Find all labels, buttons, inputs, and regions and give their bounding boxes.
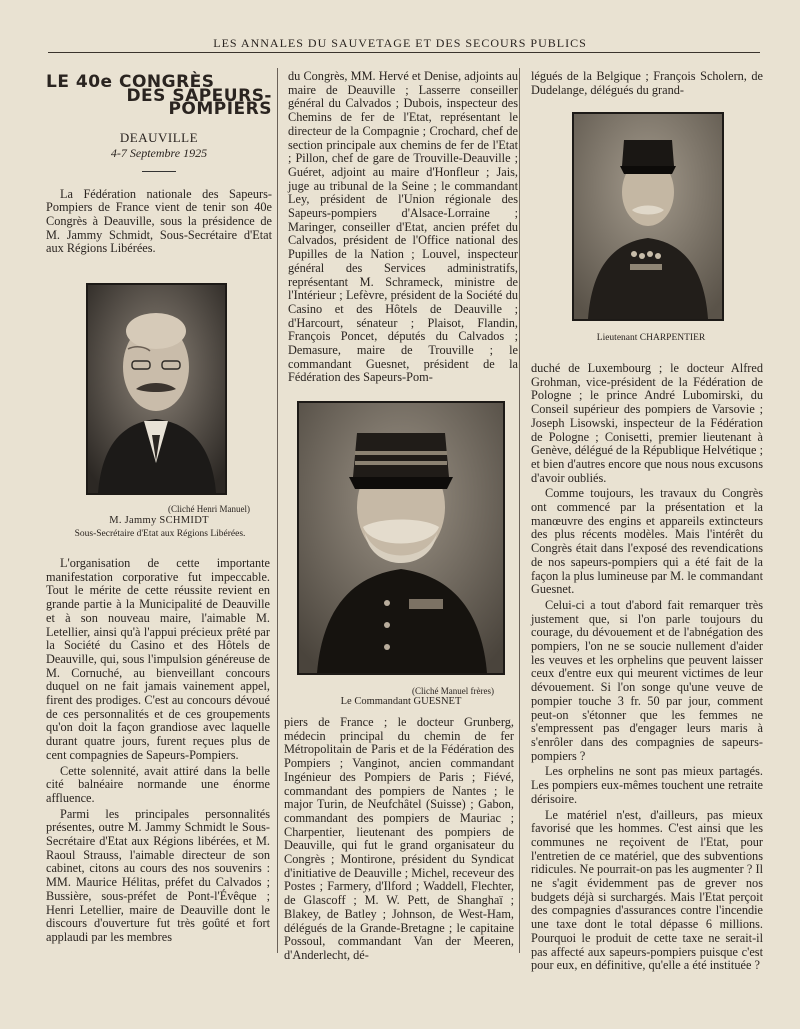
portrait-guesnet: [297, 401, 505, 675]
paragraph-organisation: L'organisation de cette importante manifestation corporative fut impeccable. Tout le mérite de cette réussite revient en grande partie à la Municipalité de Deauville et à son nouveau maire, l'aimable M. Letellier, ainsi qu'à l'appui précieux prêté par la Société du Casino et des Hôtels de Deauville, qui, sous l'impulsion généreuse de M. Cornuché, au bienveillant concours duquel on ne fait jamais vainement appel, firent des prodiges. C'est au concours dévoué de ces personnalités et de ces groupements qu'on doit la façon grandiose avec laquelle durant quatre jours, furent reçues plus de cent compagnies de Sapeurs-Pompiers.: [46, 556, 270, 762]
title-divider: [142, 171, 176, 172]
intro-paragraph: La Fédération nationale des Sapeurs-Pompiers de France vient de tenir son 40e Congrès à Deauville, sous la présidence de M. Jammy Schmidt, Sous-Secrétaire d'Etat aux Régions Libérées.: [46, 186, 272, 256]
paragraph-affluence: Cette solennité, avait attiré dans la belle cité balnéaire normande une énorme affluence.: [46, 763, 270, 805]
running-head: LES ANNALES DU SAUVETAGE ET DES SECOURS PUBLICS: [213, 36, 587, 50]
portrait-charpentier-image: [574, 114, 722, 319]
column-3-bottom: [531, 362, 763, 973]
paragraph-travaux: Comme toujours, les travaux du Congrès ont commencé par la présentation et la manœuvre des engins et appareils extincteurs des plus récents modèles. Mais l'intérêt du Congrès était dans l'exposé des revendications de nos sapeurs-pompiers qui a été fait de la façon la plus lumineuse par M. le commandant Guesnet.: [531, 486, 763, 597]
portrait-schmidt-name: M. Jammy SCHMIDT: [109, 515, 209, 526]
column-2-top: [288, 70, 518, 385]
column-rule-left: [277, 68, 278, 953]
header-rule: [48, 52, 760, 53]
portrait-guesnet-name: Le Commandant GUESNET: [340, 696, 462, 707]
portrait-charpentier-name: Lieutenant CHARPENTIER: [596, 333, 706, 343]
paragraph-participants-cont: piers de France ; le docteur Grunberg, médecin principal du chemin de fer Métropolitain de Paris et de la Fédération des Pompiers ; Vanginot, ancien commandant Ingénieur des Pompiers de Paris ; Fiévé, commandant des pompiers de Nantes ; le major Turin, de Neufchâtel (Suisse) ; Gabon, commandant des pompiers de Mauriac ; Charpentier, lieutenant des pompiers de Deauville, qui fut le grand organisateur du Congrès ; Montirone, président du Syndicat d'initiative de Deauville ; Michel, receveur des Postes ; Farmery, d'Ilford ; Waddell, Flechter, de Glascoff ; M. W. Pett, de Shanghaï ; Blakey, de Batley ; Johnson, de West-Ham, délégués de la Grande-Bretagne ; le capitaine Possoul, commandant Van der Meeren, d'Anderlecht, dé-: [284, 715, 514, 962]
paragraph-materiel: Le matériel n'est, d'ailleurs, pas mieux favorisé que les hommes. C'est ainsi que les communes ne reçoivent de l'Etat, pour l'entretien de ce matériel, que des subventions ridicules. Ne pourrait-on pas les augmenter ? Il ne s'agit évidemment pas de grever nos budgets déjà si surchargés. Mais l'Etat perçoit des compagnies d'assurances contre l'incendie une taxe dont le total dépasse 6 millions. Pourquoi le produit de cette taxe ne serait-il pas affecté aux sapeurs-pompiers puisque c'est pour eux, en définitive, qu'elle a été instituée ?: [531, 807, 763, 973]
article-location: DEAUVILLE: [119, 130, 199, 146]
column-2-bottom: [284, 716, 514, 963]
portrait-schmidt: [86, 283, 227, 495]
portrait-schmidt-image: [88, 285, 225, 493]
paragraph-veuves: Celui-ci a tout d'abord fait remarquer très justement que, si l'on parle toujours du courage, du dévouement et de l'abnégation des pompiers, l'on ne se soucie nullement d'aider les veuves et les orphelins que peuvent laisser ceux d'entre eux qui meurent victimes de leur dévouement. Si l'on songe qu'une veuve de pompier touche 3 fr. 50 par jour, comment peut-on s'étonner que les femmes ne s'empressent pas d'engager leurs maris à s'enrôler dans des compagnies de sapeurs-pompiers ?: [531, 597, 763, 763]
paragraph-orphelins: Les orphelins ne sont pas mieux partagés. Les pompiers eux-mêmes touchent une retraite dérisoire.: [531, 764, 763, 806]
column-3-top: [531, 70, 763, 97]
article-dates: 4-7 Septembre 1925: [110, 145, 208, 160]
paragraph-participants: du Congrès, MM. Hervé et Denise, adjoints au maire de Deauville ; Lasserre conseiller général du Calvados ; Dubois, inspecteur des Chemins de fer de l'Etat, représentant le directeur de la Compagnie ; Crochard, chef de section principale aux chemins de fer de l'Etat ; Pillon, chef de gare de Trouville-Deauville ; Guéret, adjoint au maire d'Honfleur ; Jais, juge au tribunal de la Seine ; le commandant Ley, président de l'Union régionale des Sapeurs-pompiers d'Alsace-Lorraine ; Maringer, conseiller d'Etat, ancien préfet du Calvados, président de l'Office national des Pupilles de la Nation ; Louvel, inspecteur général des Services administratifs, représentant M. Schrameck, ministre de l'Intérieur ; Lefèvre, président de la Société du Casino et des Hôtels de Deauville ; d'Harcourt, sénateur ; Plaisot, Flandin, François Poncet, députés du Calvados ; Demasure, maire de Trouville ; le commandant Guesnet, président de la Fédération des Sapeurs-Pom-: [288, 69, 518, 385]
paragraph-delegues: légués de la Belgique ; François Scholern, de Dudelange, délégués du grand-: [531, 69, 763, 97]
article-title-line1: LE 40e CONGRÈS: [46, 72, 215, 92]
column-rule-right: [519, 68, 520, 953]
portrait-schmidt-credit: (Cliché Henri Manuel): [168, 504, 250, 514]
paragraph-personnalites: Parmi les principales personnalités présentes, outre M. Jammy Schmidt le Sous-Secrétaire d'Etat aux Régions libérées, et M. Raoul Strauss, l'aimable directeur de son cabinet, citons au cours des nos souvenirs : MM. Maurice Hélitas, préfet du Calvados ; Bussière, sous-préfet de Pont-l'Évêque ; Henri Letellier, maire de Deauville dont le discours d'ouverture fut très goûté et fort applaudi par les membres: [46, 806, 270, 944]
portrait-guesnet-credit: (Cliché Manuel frères): [412, 686, 494, 696]
column-1-top: [46, 72, 272, 256]
paragraph-luxembourg: duché de Luxembourg ; le docteur Alfred Grohman, vice-président de la Fédération de Pologne ; le prince André Lubomirski, du Conseil supérieur des pompiers de Varsovie ; Joseph Lisowski, inspecteur de la Fédération de Pologne ; Conisetti, premier lieutenant à Genève, délégué de la République Helvétique ; et bien d'autres encore que nous nous excusons d'avoir oubliés.: [531, 361, 763, 485]
portrait-guesnet-image: [299, 403, 503, 673]
article-title-line2: DES SAPEURS-POMPIERS: [126, 85, 272, 120]
portrait-schmidt-title: Sous-Secrétaire d'Etat aux Régions Libérées.: [74, 529, 246, 539]
portrait-charpentier: [572, 112, 724, 321]
column-1-bottom: [46, 557, 270, 945]
